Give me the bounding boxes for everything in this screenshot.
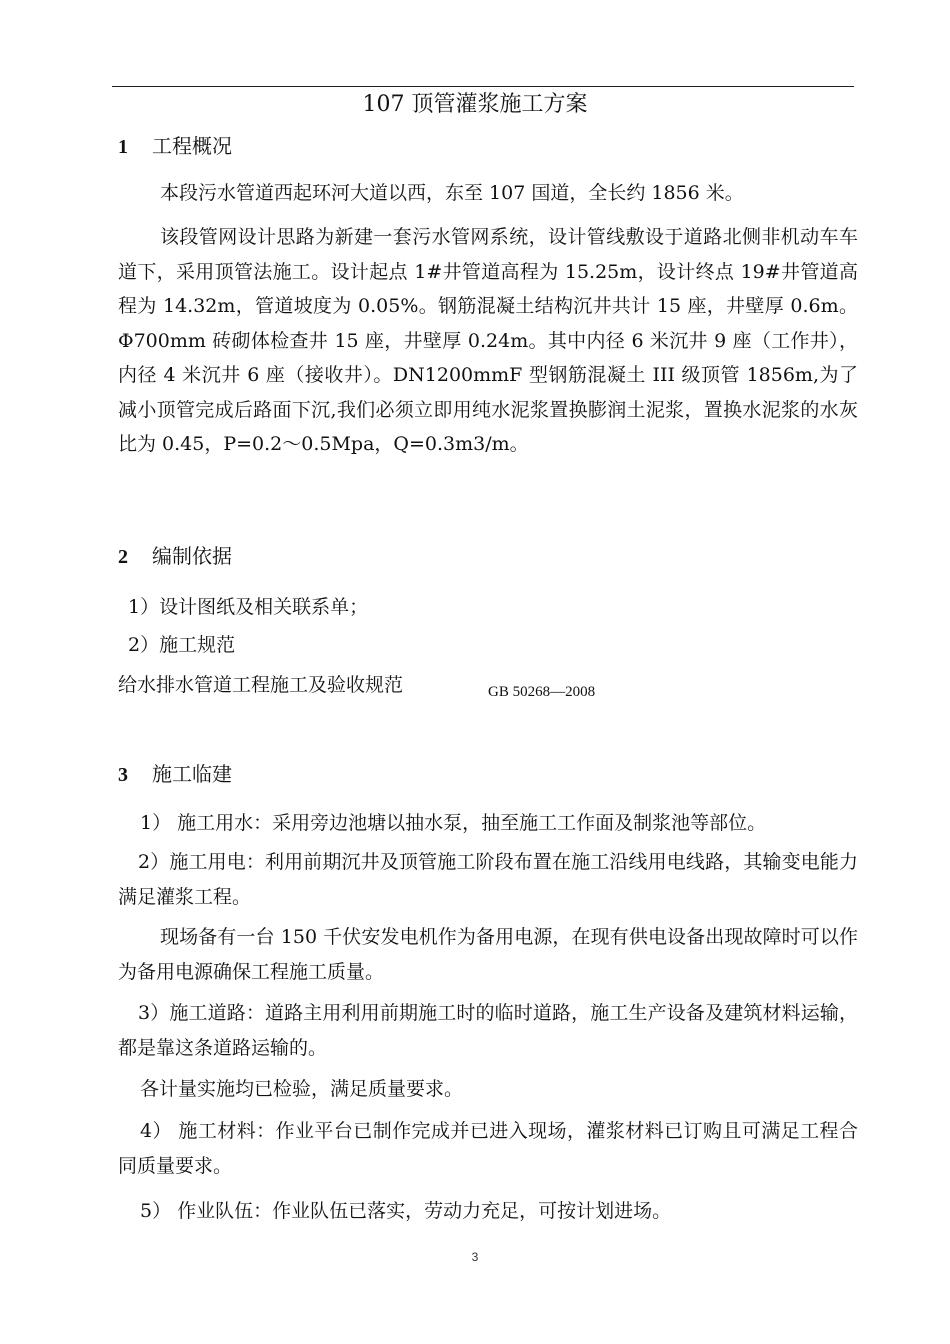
section-3-heading: [118, 758, 232, 791]
header-rule: [112, 86, 854, 87]
section-3-item-4: 4） 施工材料：作业平台已制作完成并已进入现场，灌浆材料已订购且可满足工程合同质量要求。: [118, 1120, 858, 1177]
section-1-title: 工程概况: [152, 134, 232, 158]
section-2-heading: [118, 540, 232, 573]
section-3-title: 施工临建: [152, 762, 232, 786]
section-3-item-3: 3）施工道路：道路主用利用前期施工时的临时道路，施工生产设备及建筑材料运输，都是靠这条道路运输的。: [118, 1002, 858, 1059]
section-3-item-5: 5） 作业队伍：作业队伍已落实，劳动力充足，可按计划进场。: [140, 1200, 672, 1222]
section-3-item-2-backup: 现场备有一台 150 千伏安发电机作为备用电源，在现有供电设备出现故障时可以作为备用电源确保工程施工质量。: [118, 926, 858, 983]
section-2-item-2: 2）施工规范: [128, 634, 236, 656]
section-2-item-1: 1）设计图纸及相关联系单；: [128, 596, 369, 618]
page-number: 3: [471, 1250, 479, 1264]
section-1-heading: [118, 130, 232, 163]
section-1-number: 1: [118, 136, 128, 158]
standard-code: GB 50268—2008: [488, 684, 596, 700]
document-title: 107 顶管灌浆施工方案: [362, 92, 588, 117]
standard-name: 给水排水管道工程施工及验收规范: [118, 674, 404, 696]
section-1-paragraph-1: 本段污水管道西起环河大道以西，东至 107 国道，全长约 1856 米。: [160, 182, 744, 204]
section-3-item-1: 1） 施工用水：采用旁边池塘以抽水泵，抽至施工工作面及制浆池等部位。: [140, 812, 767, 834]
section-2-title: 编制依据: [152, 544, 232, 568]
section-2-number: 2: [118, 546, 128, 568]
section-3-number: 3: [118, 764, 128, 786]
section-3-item-2: 2）施工用电：利用前期沉井及顶管施工阶段布置在施工沿线用电线路，其输变电能力满足灌浆工程。: [118, 851, 858, 908]
section-1-paragraph-2: 该段管网设计思路为新建一套污水管网系统，设计管线敷设于道路北侧非机动车车道下，采用顶管法施工。设计起点 1#井管道高程为 15.25m，设计终点 19#井管道高程为 14.32m，管道坡度为 0.05%。钢筋混凝土结构沉井共计 15 座，井壁厚 0.6m。Φ700mm 砖砌体检查井 15 座，井壁厚 0.24m。其中内径 6 米沉井 9 座（工作井），内径 4 米沉井 6 座（接收井）。DN1200mmF 型钢筋混凝土 III 级顶管 1856m,为了减小顶管完成后路面下沉,我们必须立即用纯水泥浆置换膨润土泥浆，置换水泥浆的水灰比为 0.45，P=0.2～0.5Mpa，Q=0.3m3/m。: [118, 226, 858, 455]
section-3-item-3-note: 各计量实施均已检验，满足质量要求。: [140, 1078, 464, 1100]
